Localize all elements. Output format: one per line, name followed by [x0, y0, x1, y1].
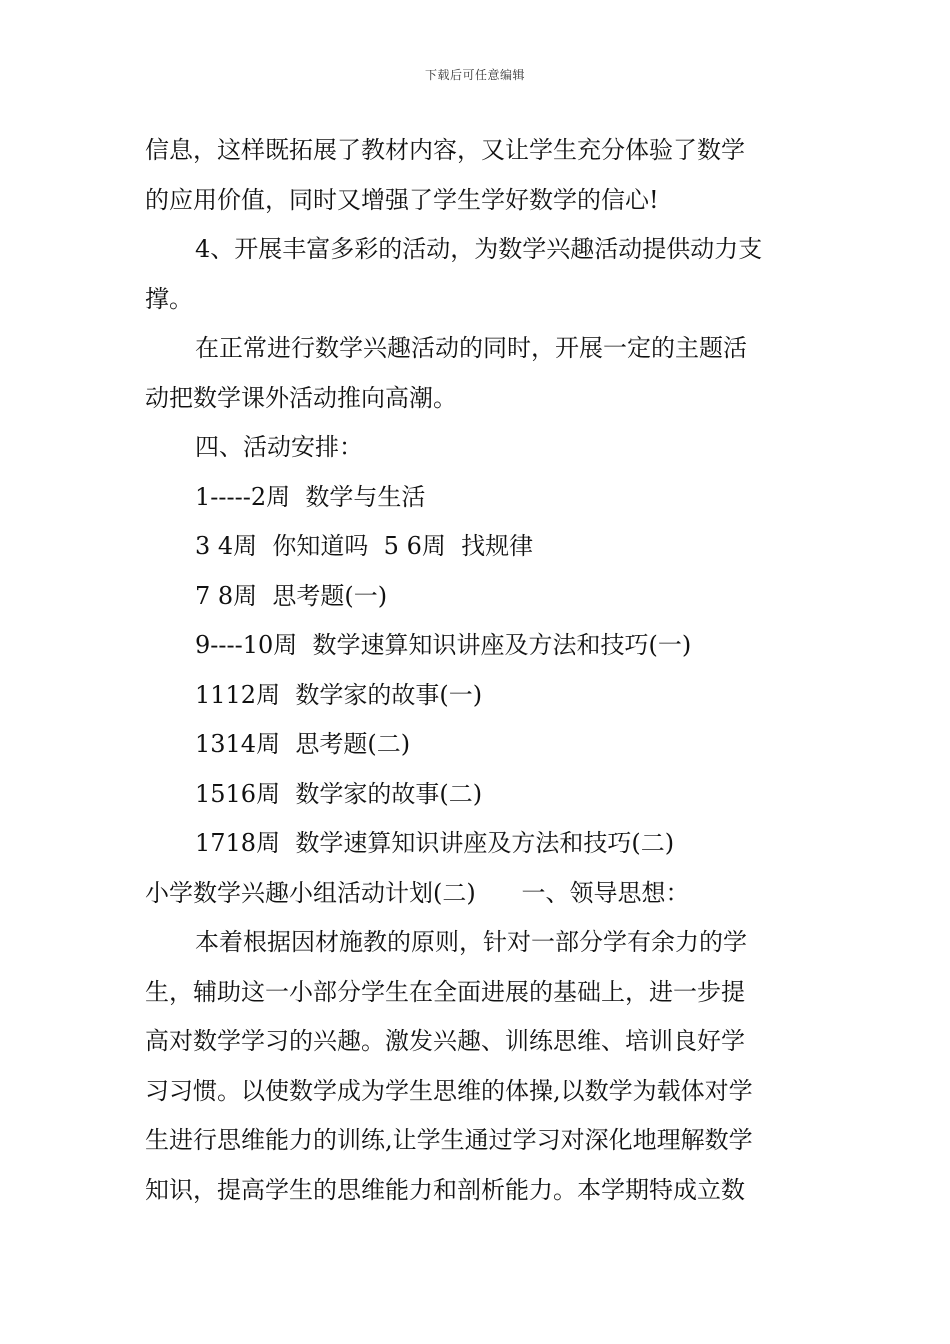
schedule-item-1: 1-----2周 数学与生活	[195, 482, 426, 511]
section-heading-activity-schedule: 四、活动安排：	[195, 433, 363, 461]
schedule-item-8: 1718周 数学速算知识讲座及方法和技巧(二)	[195, 829, 675, 857]
schedule-item-6: 1314周 思考题(二)	[195, 730, 411, 758]
paragraph-3	[145, 324, 805, 423]
paragraph-1-line-1: 信息，这样既拓展了教材内容，又让学生充分体验了数学	[145, 136, 745, 164]
page-header-note: 下载后可任意编辑	[424, 68, 525, 82]
document-body	[145, 126, 805, 1215]
paragraph-5-line-3: 高对数学学习的兴趣。激发兴趣、训练思维、培训良好学	[145, 1027, 745, 1055]
schedule-item-2: 3 4周 你知道吗 5 6周 找规律	[195, 532, 534, 560]
paragraph-2-line-2: 撑。	[145, 284, 193, 313]
paragraph-5-line-4: 习习惯。以使数学成为学生思维的体操,以数学为载体对学	[145, 1076, 753, 1105]
paragraph-5-line-6: 知识，提高学生的思维能力和剖析能力。本学期特成立数	[145, 1175, 745, 1204]
paragraph-5	[145, 918, 805, 1215]
paragraph-1	[145, 126, 805, 225]
plan-2-title: 小学数学兴趣小组活动计划(二) 一、领导思想：	[145, 878, 690, 907]
paragraph-5-line-2: 生，辅助这一小部分学生在全面进展的基础上，进一步提	[145, 977, 745, 1006]
paragraph-1-line-2: 的应用价值，同时又增强了学生学好数学的信心!	[145, 185, 659, 214]
paragraph-2	[145, 225, 805, 324]
schedule-item-3: 7 8周 思考题(一)	[195, 581, 388, 610]
schedule-item-4: 9----10周 数学速算知识讲座及方法和技巧(一)	[195, 631, 692, 659]
paragraph-2-line-1: 4、开展丰富多彩的活动，为数学兴趣活动提供动力支	[195, 235, 763, 263]
schedule-item-5: 1112周 数学家的故事(一)	[195, 680, 483, 709]
paragraph-5-line-1: 本着根据因材施教的原则，针对一部分学有余力的学	[195, 928, 747, 956]
paragraph-3-line-1: 在正常进行数学兴趣活动的同时，开展一定的主题活	[195, 334, 747, 362]
schedule-item-7: 1516周 数学家的故事(二)	[195, 779, 483, 808]
paragraph-5-line-5: 生进行思维能力的训练,让学生通过学习对深化地理解数学	[145, 1126, 753, 1154]
paragraph-3-line-2: 动把数学课外活动推向高潮。	[145, 383, 457, 412]
